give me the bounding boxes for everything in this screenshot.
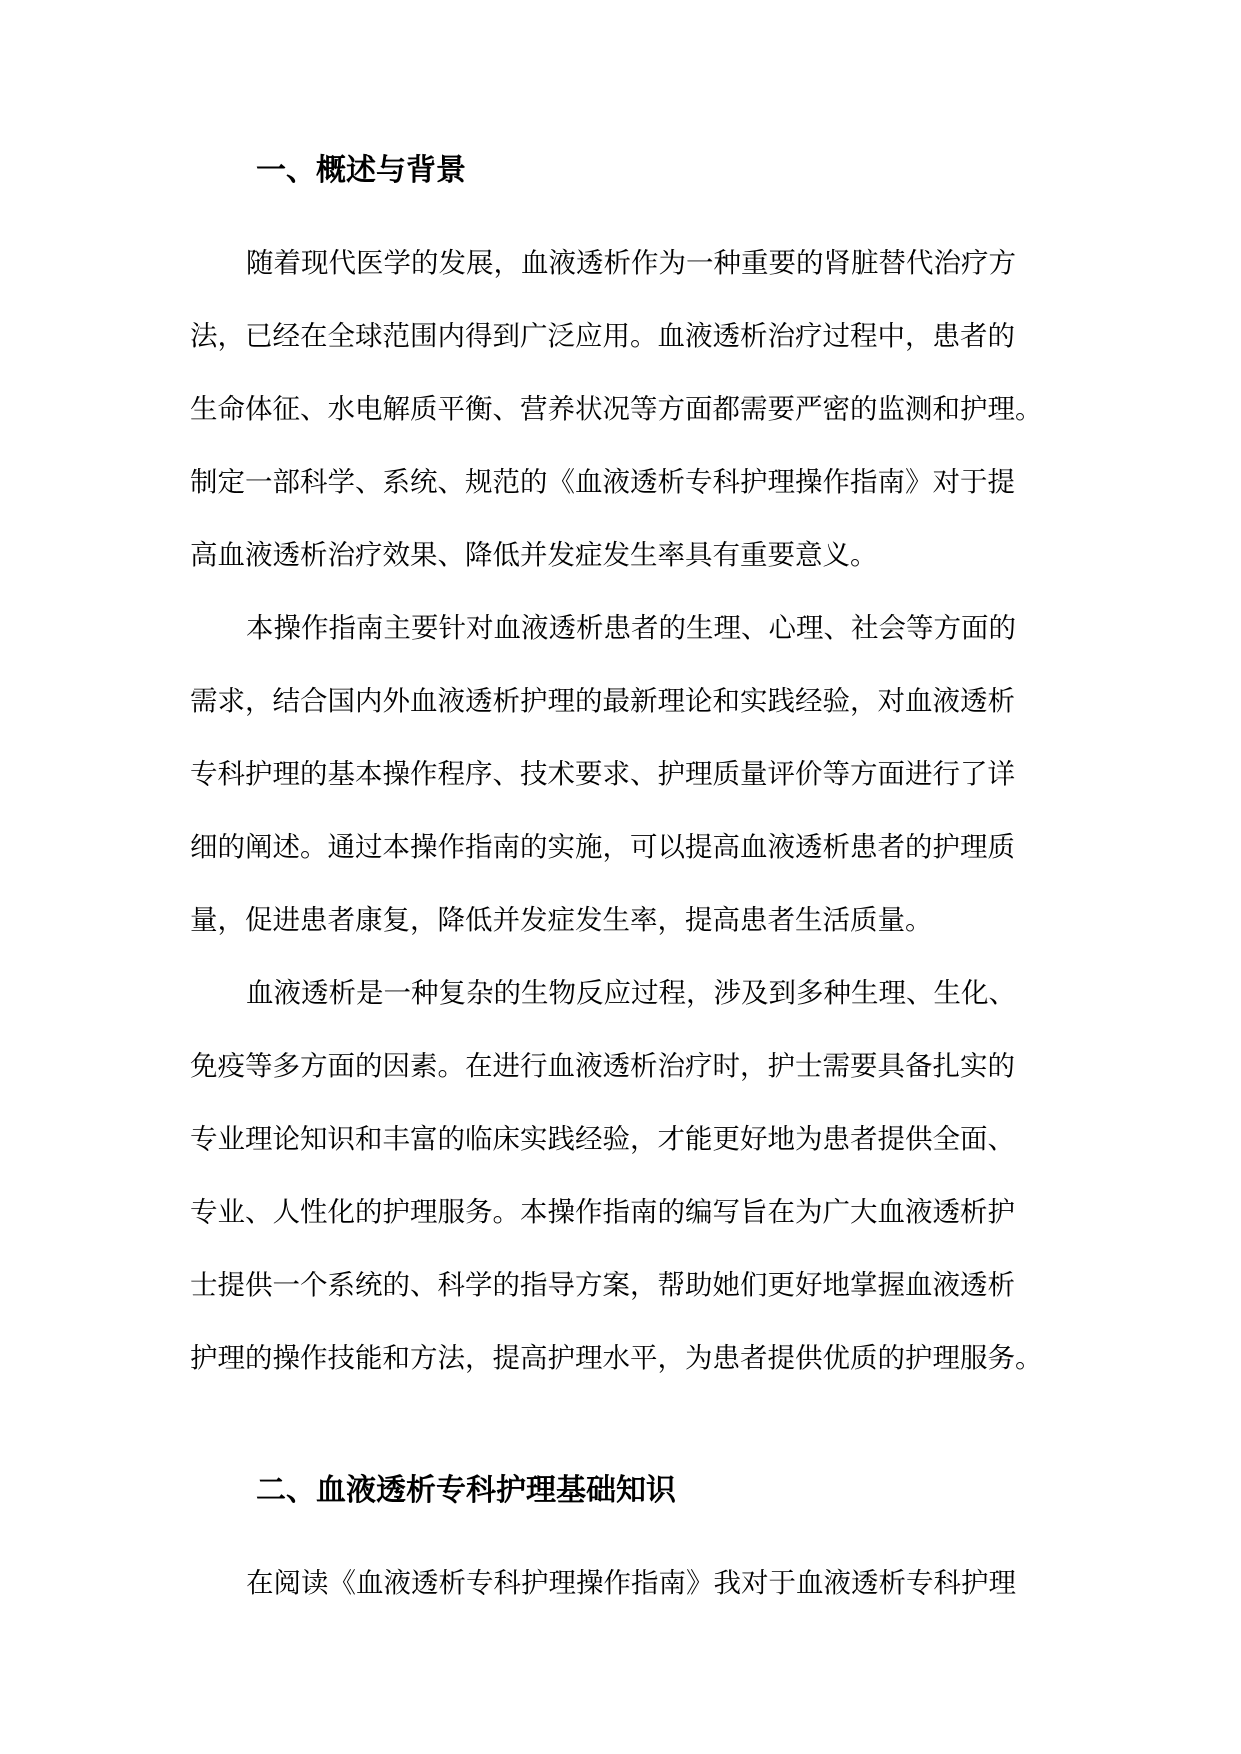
text-line: 法，已经在全球范围内得到广泛应用。血液透析治疗过程中，患者的 [190,320,1015,352]
text-line: 血液透析是一种复杂的生物反应过程，涉及到多种生理、生化、 [246,977,1016,1009]
text-line: 护理的操作技能和方法，提高护理水平，为患者提供优质的护理服务。 [190,1342,1043,1374]
text-line: 高血液透析治疗效果、降低并发症发生率具有重要意义。 [190,539,878,571]
text-line: 专业、人性化的护理服务。本操作指南的编写旨在为广大血液透析护 [190,1196,1015,1228]
text-line: 免疫等多方面的因素。在进行血液透析治疗时，护士需要具备扎实的 [190,1050,1015,1082]
text-line: 本操作指南主要针对血液透析患者的生理、心理、社会等方面的 [246,612,1016,644]
text-line: 细的阐述。通过本操作指南的实施，可以提高血液透析患者的护理质 [190,831,1015,863]
text-line: 量，促进患者康复，降低并发症发生率，提高患者生活质量。 [190,904,933,936]
text-line: 专业理论知识和丰富的临床实践经验，才能更好地为患者提供全面、 [190,1123,1015,1155]
text-line: 需求，结合国内外血液透析护理的最新理论和实践经验，对血液透析 [190,685,1015,717]
text-line: 生命体征、水电解质平衡、营养状况等方面都需要严密的监测和护理。 [190,393,1043,425]
text-line: 在阅读《血液透析专科护理操作指南》我对于血液透析专科护理 [246,1567,1016,1599]
section-heading-overview: 一、概述与背景 [256,153,466,188]
text-line: 随着现代医学的发展，血液透析作为一种重要的肾脏替代治疗方 [246,247,1016,279]
text-line: 专科护理的基本操作程序、技术要求、护理质量评价等方面进行了详 [190,758,1015,790]
text-line: 士提供一个系统的、科学的指导方案，帮助她们更好地掌握血液透析 [190,1269,1015,1301]
section-heading-basics: 二、血液透析专科护理基础知识 [256,1473,676,1508]
text-line: 制定一部科学、系统、规范的《血液透析专科护理操作指南》对于提 [190,466,1015,498]
